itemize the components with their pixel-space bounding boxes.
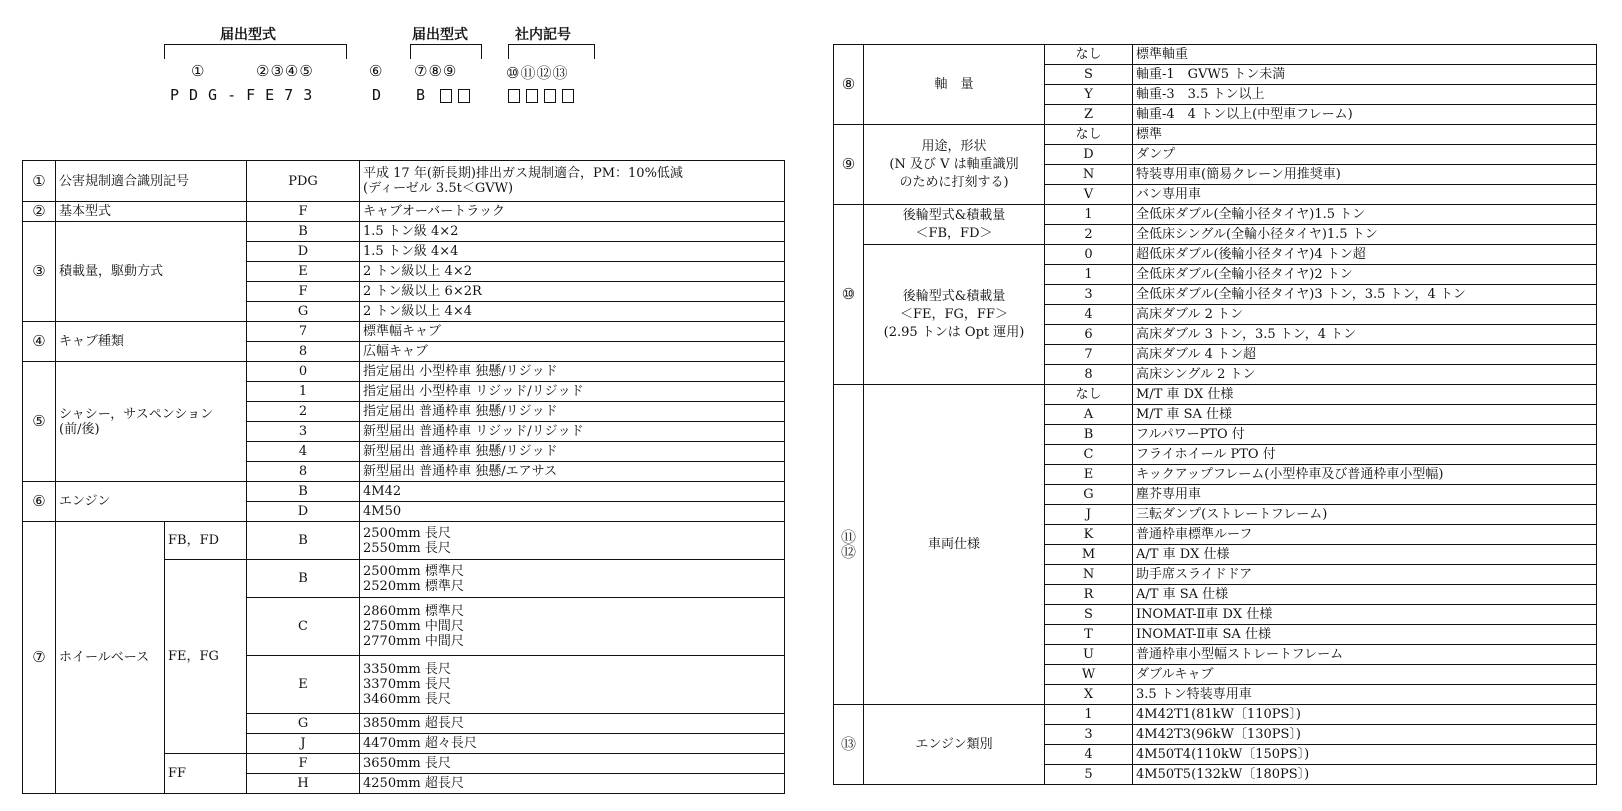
value-cell: INOMAT-Ⅱ車 DX 仕様: [1133, 605, 1597, 625]
code-cell: G: [247, 714, 360, 734]
row-label: 車両仕様: [864, 385, 1045, 705]
value-cell: 新型届出 普通枠車 リジッド/リジッド: [360, 422, 785, 442]
row-number: ⑤: [23, 362, 56, 482]
row-label: 積載量，駆動方式: [56, 222, 247, 322]
code-cell: 7: [247, 322, 360, 342]
value-cell: 1.5 トン級 4×2: [360, 222, 785, 242]
model-code-wheelbase: B: [416, 86, 436, 104]
code-cell: E: [247, 656, 360, 714]
row-number: ⑨: [834, 125, 864, 205]
code-cell: 4: [1045, 305, 1133, 325]
position-number: ⑦⑧⑨: [414, 62, 458, 80]
code-cell: X: [1045, 685, 1133, 705]
code-cell: N: [1045, 165, 1133, 185]
value-cell: 3850mm 超長尺: [360, 714, 785, 734]
value-cell: 特装専用車(簡易クレーン用推奨車): [1133, 165, 1597, 185]
code-cell: A: [1045, 405, 1133, 425]
header-notified-model: 届出型式: [220, 27, 276, 43]
value-cell: 標準: [1133, 125, 1597, 145]
row-number: ⑪ ⑫: [834, 385, 864, 705]
value-cell: 4M42T1(81kW〔110PS〕): [1133, 705, 1597, 725]
right-code-table: [833, 44, 1597, 785]
value-cell: M/T 車 DX 仕様: [1133, 385, 1597, 405]
value-cell: 2 トン級以上 4×4: [360, 302, 785, 322]
code-cell: J: [1045, 505, 1133, 525]
code-cell: V: [1045, 185, 1133, 205]
code-cell: U: [1045, 645, 1133, 665]
code-cell: 5: [1045, 765, 1133, 785]
value-cell: A/T 車 SA 仕様: [1133, 585, 1597, 605]
header-internal-code: 社内記号: [515, 27, 571, 43]
value-cell: 3.5 トン特装専用車: [1133, 685, 1597, 705]
value-cell: 高床ダブル 3 トン，3.5 トン，4 トン: [1133, 325, 1597, 345]
code-cell: なし: [1045, 125, 1133, 145]
code-cell: J: [247, 734, 360, 754]
value-cell: 普通枠車小型幅ストレートフレーム: [1133, 645, 1597, 665]
row-number: ③: [23, 222, 56, 322]
position-number: ②③④⑤: [256, 62, 314, 80]
code-cell: 1: [1045, 705, 1133, 725]
model-code-engine: D: [372, 86, 392, 104]
code-cell: 2: [247, 402, 360, 422]
model-code-diagram: [0, 0, 620, 115]
value-cell: 4M50: [360, 502, 785, 522]
row-label: キャブ種類: [56, 322, 247, 362]
value-cell: 4250mm 超長尺: [360, 774, 785, 794]
value-cell: 2 トン級以上 4×2: [360, 262, 785, 282]
row-label: ホイールベース: [56, 522, 165, 794]
code-cell: H: [247, 774, 360, 794]
row-label: 軸 量: [864, 45, 1045, 125]
code-cell: B: [247, 560, 360, 598]
code-cell: 0: [247, 362, 360, 382]
value-cell: ダンプ: [1133, 145, 1597, 165]
row-label: エンジン類別: [864, 705, 1045, 785]
value-cell: 高床ダブル 2 トン: [1133, 305, 1597, 325]
value-cell: 塵芥専用車: [1133, 485, 1597, 505]
sub-group-label: FE，FG: [165, 560, 247, 754]
code-cell: 6: [1045, 325, 1133, 345]
value-cell: 4M50T5(132kW〔180PS〕): [1133, 765, 1597, 785]
value-cell: A/T 車 DX 仕様: [1133, 545, 1597, 565]
code-cell: 7: [1045, 345, 1133, 365]
row-label: 後輪型式&積載量 ＜FB，FD＞: [864, 205, 1045, 245]
code-cell: 8: [247, 342, 360, 362]
code-cell: 8: [1045, 365, 1133, 385]
value-cell: 2 トン級以上 6×2R: [360, 282, 785, 302]
row-number: ⑩: [834, 205, 864, 385]
code-cell: B: [247, 222, 360, 242]
code-cell: W: [1045, 665, 1133, 685]
code-cell: 1: [1045, 265, 1133, 285]
position-number: ⑥: [369, 62, 383, 80]
value-cell: 標準幅キャブ: [360, 322, 785, 342]
code-cell: D: [247, 502, 360, 522]
code-cell: なし: [1045, 45, 1133, 65]
code-cell: なし: [1045, 385, 1133, 405]
code-cell: B: [247, 482, 360, 502]
code-cell: Z: [1045, 105, 1133, 125]
value-cell: 軸重-4 4 トン以上(中型車フレーム): [1133, 105, 1597, 125]
code-cell: PDG: [247, 161, 360, 202]
value-cell: バン専用車: [1133, 185, 1597, 205]
value-cell: 新型届出 普通枠車 独懸/エアサス: [360, 462, 785, 482]
row-label: 基本型式: [56, 202, 247, 222]
row-number: ⑥: [23, 482, 56, 522]
value-cell: キックアップフレーム(小型枠車及び普通枠車小型幅): [1133, 465, 1597, 485]
value-cell: 軸重-1 GVW5 トン未満: [1133, 65, 1597, 85]
row-number: ⑦: [23, 522, 56, 794]
row-number: ②: [23, 202, 56, 222]
value-cell: 広幅キャブ: [360, 342, 785, 362]
model-code: PDG-FE73: [170, 86, 323, 104]
value-cell: 3350mm 長尺 3370mm 長尺 3460mm 長尺: [360, 656, 785, 714]
code-cell: C: [1045, 445, 1133, 465]
value-cell: 高床ダブル 4 トン超: [1133, 345, 1597, 365]
code-cell: T: [1045, 625, 1133, 645]
value-cell: 超低床ダブル(後輪小径タイヤ)4 トン超: [1133, 245, 1597, 265]
value-cell: 3650mm 長尺: [360, 754, 785, 774]
value-cell: キャブオーバートラック: [360, 202, 785, 222]
header-notified-model-2: 届出型式: [412, 27, 468, 43]
value-cell: 標準軸重: [1133, 45, 1597, 65]
value-cell: 全低床ダブル(全輪小径タイヤ)1.5 トン: [1133, 205, 1597, 225]
row-number: ⑬: [834, 705, 864, 785]
value-cell: 指定届出 小型枠車 独懸/リジッド: [360, 362, 785, 382]
value-cell: 4470mm 超々長尺: [360, 734, 785, 754]
code-cell: N: [1045, 565, 1133, 585]
code-cell: D: [247, 242, 360, 262]
code-cell: S: [1045, 605, 1133, 625]
code-cell: 8: [247, 462, 360, 482]
code-cell: 3: [1045, 285, 1133, 305]
value-cell: フライホイール PTO 付: [1133, 445, 1597, 465]
value-cell: 平成 17 年(新長期)排出ガス規制適合，PM：10%低減 (ディーゼル 3.5t＜GVW): [360, 161, 785, 202]
code-cell: 1: [1045, 205, 1133, 225]
code-cell: F: [247, 754, 360, 774]
code-cell: F: [247, 202, 360, 222]
row-label: エンジン: [56, 482, 247, 522]
code-cell: Y: [1045, 85, 1133, 105]
value-cell: 2500mm 長尺 2550mm 長尺: [360, 522, 785, 560]
left-code-table: [22, 160, 785, 794]
value-cell: フルパワーPTO 付: [1133, 425, 1597, 445]
row-label: 後輪型式&積載量 ＜FE，FG，FF＞ (2.95 トンは Opt 運用): [864, 245, 1045, 385]
value-cell: 三転ダンプ(ストレートフレーム): [1133, 505, 1597, 525]
code-cell: G: [247, 302, 360, 322]
value-cell: 新型届出 普通枠車 独懸/リジッド: [360, 442, 785, 462]
code-cell: 4: [1045, 745, 1133, 765]
position-number: ①: [191, 62, 205, 80]
bracket-line: [508, 44, 595, 59]
code-cell: B: [1045, 425, 1133, 445]
code-cell: K: [1045, 525, 1133, 545]
code-cell: 4: [247, 442, 360, 462]
bracket-line: [164, 44, 347, 59]
value-cell: 2500mm 標準尺 2520mm 標準尺: [360, 560, 785, 598]
value-cell: 指定届出 普通枠車 独懸/リジッド: [360, 402, 785, 422]
row-number: ⑧: [834, 45, 864, 125]
code-cell: 0: [1045, 245, 1133, 265]
code-cell: S: [1045, 65, 1133, 85]
row-number: ①: [23, 161, 56, 202]
value-cell: M/T 車 SA 仕様: [1133, 405, 1597, 425]
code-placeholder-boxes: [440, 87, 476, 106]
code-cell: 2: [1045, 225, 1133, 245]
code-cell: R: [1045, 585, 1133, 605]
row-label: 公害規制適合識別記号: [56, 161, 247, 202]
code-placeholder-boxes: [508, 87, 580, 106]
code-cell: M: [1045, 545, 1133, 565]
row-number: ④: [23, 322, 56, 362]
value-cell: 指定届出 小型枠車 リジッド/リジッド: [360, 382, 785, 402]
value-cell: 全低床ダブル(全輪小径タイヤ)3 トン，3.5 トン，4 トン: [1133, 285, 1597, 305]
value-cell: ダブルキャブ: [1133, 665, 1597, 685]
value-cell: 4M42T3(96kW〔130PS〕): [1133, 725, 1597, 745]
value-cell: 4M50T4(110kW〔150PS〕): [1133, 745, 1597, 765]
code-cell: F: [247, 282, 360, 302]
code-cell: 3: [1045, 725, 1133, 745]
value-cell: 4M42: [360, 482, 785, 502]
value-cell: 2860mm 標準尺 2750mm 中間尺 2770mm 中間尺: [360, 598, 785, 656]
value-cell: 1.5 トン級 4×4: [360, 242, 785, 262]
code-cell: 1: [247, 382, 360, 402]
code-cell: E: [247, 262, 360, 282]
value-cell: 全低床ダブル(全輪小径タイヤ)2 トン: [1133, 265, 1597, 285]
sub-group-label: FF: [165, 754, 247, 794]
value-cell: INOMAT-Ⅱ車 SA 仕様: [1133, 625, 1597, 645]
value-cell: 普通枠車標準ルーフ: [1133, 525, 1597, 545]
code-cell: G: [1045, 485, 1133, 505]
code-cell: C: [247, 598, 360, 656]
position-number: ⑩⑪⑫⑬: [506, 64, 569, 82]
sub-group-label: FB，FD: [165, 522, 247, 560]
row-label: 用途，形状 (N 及び V は軸重識別 のために打刻する): [864, 125, 1045, 205]
value-cell: 全低床シングル(全輪小径タイヤ)1.5 トン: [1133, 225, 1597, 245]
code-cell: D: [1045, 145, 1133, 165]
value-cell: 助手席スライドドア: [1133, 565, 1597, 585]
bracket-line: [410, 44, 482, 59]
code-cell: E: [1045, 465, 1133, 485]
value-cell: 高床シングル 2 トン: [1133, 365, 1597, 385]
code-cell: 3: [247, 422, 360, 442]
code-cell: B: [247, 522, 360, 560]
value-cell: 軸重-3 3.5 トン以上: [1133, 85, 1597, 105]
row-label: シャシー，サスペンション (前/後): [56, 362, 247, 482]
